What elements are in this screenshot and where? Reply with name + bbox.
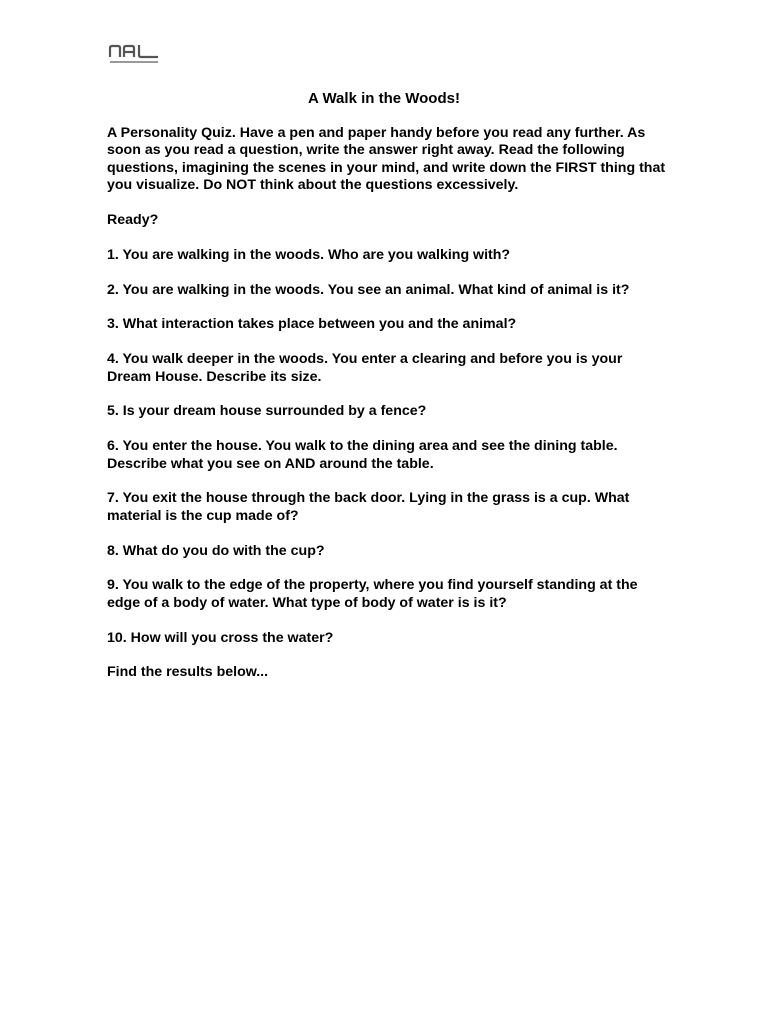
intro-paragraph: A Personality Quiz. Have a pen and paper handy before you read any further. As soon as you read a question, write the answer right away. Read the following questions, imagining the scenes in your mind, and write down the FIRST thing that you visualize. Do NOT think about the questions excessively. [107,125,666,194]
question-9: 9. You walk to the edge of the property, where you find yourself standing at the edge of a body of water. What type of body of water is is it? [107,577,638,611]
question-6: 6. You enter the house. You walk to the dining area and see the dining table. Describe what you see on AND around the table. [107,438,618,472]
nal-logo [108,44,160,68]
ready-prompt: Ready? [107,212,159,229]
question-2: 2. You are walking in the woods. You see an animal. What kind of animal is it? [107,281,630,298]
results-note: Find the results below... [107,664,269,681]
question-8: 8. What do you do with the cup? [107,542,325,559]
page-title: A Walk in the Woods! [308,90,460,107]
nal-logo-icon [108,44,160,68]
question-3: 3. What interaction takes place between you and the animal? [107,316,517,333]
question-4: 4. You walk deeper in the woods. You enter a clearing and before you is your Dream House. Describe its size. [107,351,623,385]
question-5: 5. Is your dream house surrounded by a fence? [107,403,427,420]
question-1: 1. You are walking in the woods. Who are you walking with? [107,246,511,263]
question-10: 10. How will you cross the water? [107,629,334,646]
quiz-body [107,125,667,699]
question-7: 7. You exit the house through the back door. Lying in the grass is a cup. What material is the cup made of? [107,490,630,524]
